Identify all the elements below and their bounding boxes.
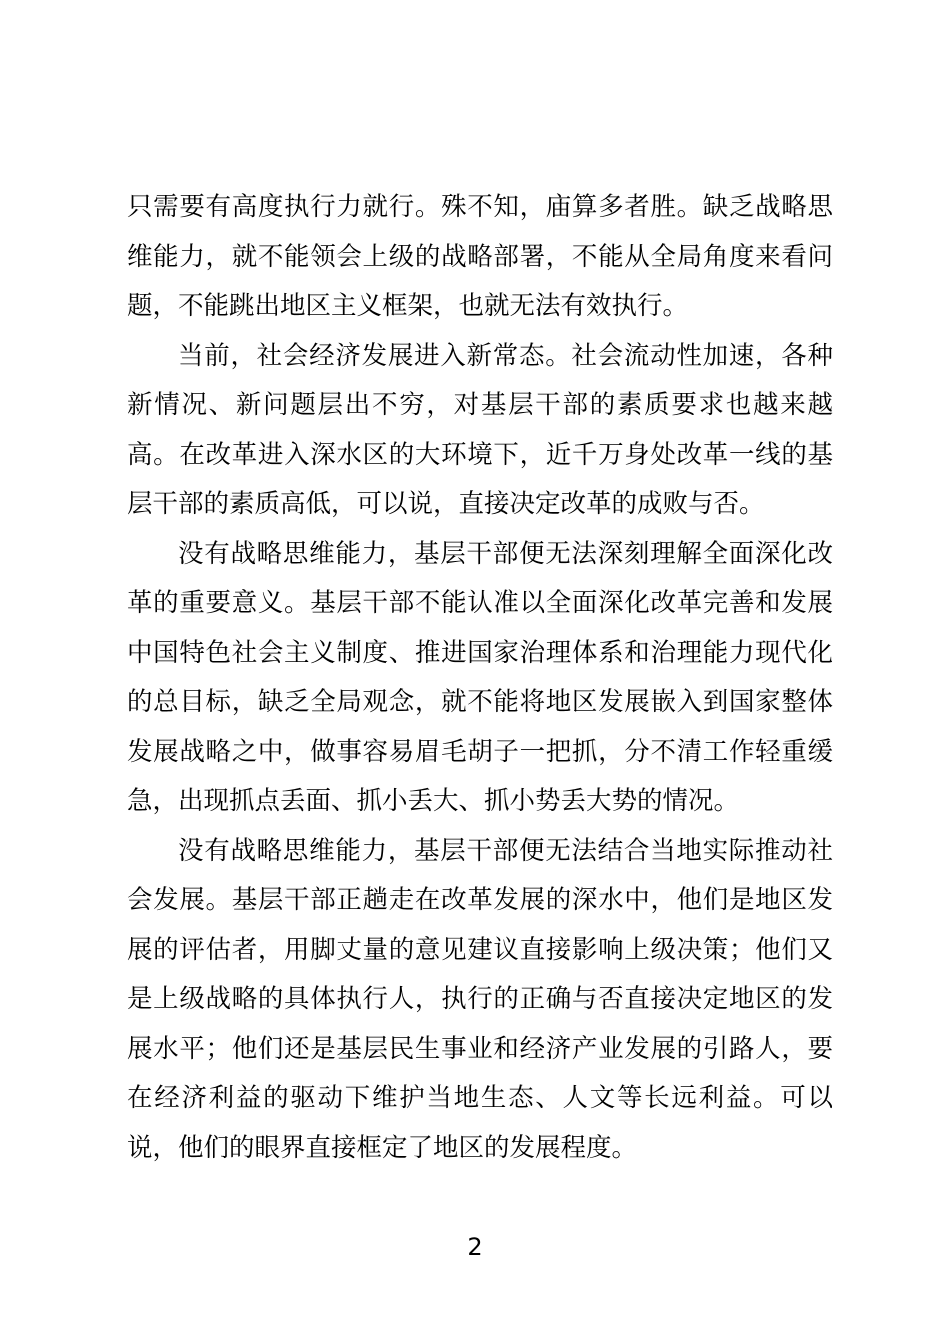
text-line: 没有战略思维能力，基层干部便无法结合当地实际推动社 [178, 835, 833, 866]
text-line: 中国特色社会主义制度、推进国家治理体系和治理能力现代化 [127, 637, 833, 668]
text-line: 说，他们的眼界直接框定了地区的发展程度。 [127, 1132, 638, 1163]
text-line: 当前，社会经济发展进入新常态。社会流动性加速，各种 [178, 340, 833, 371]
text-line: 展的评估者，用脚丈量的意见建议直接影响上级决策；他们又 [127, 934, 833, 965]
text-line: 展水平；他们还是基层民生事业和经济产业发展的引路人，要 [127, 1033, 833, 1064]
paragraph-4 [127, 827, 833, 1174]
text-line: 的总目标，缺乏全局观念，就不能将地区发展嵌入到国家整体 [127, 687, 833, 717]
text-line: 发展战略之中，做事容易眉毛胡子一把抓，分不清工作轻重缓 [127, 736, 833, 767]
body-text [127, 183, 833, 1173]
text-line: 是上级战略的具体执行人，执行的正确与否直接决定地区的发 [127, 984, 833, 1014]
text-line: 只需要有高度执行力就行。殊不知，庙算多者胜。缺乏战略思 [127, 192, 833, 222]
page-number: 2 [467, 1233, 483, 1261]
text-line: 会发展。基层干部正趟走在改革发展的深水中，他们是地区发 [127, 885, 833, 915]
text-line: 维能力，就不能领会上级的战略部署，不能从全局角度来看问 [127, 241, 833, 272]
text-line: 急，出现抓点丢面、抓小丢大、抓小势丢大势的情况。 [127, 786, 740, 816]
text-line: 新情况、新问题层出不穷，对基层干部的素质要求也越来越 [127, 390, 833, 420]
paragraph-2 [127, 332, 833, 530]
text-line: 高。在改革进入深水区的大环境下，近千万身处改革一线的基 [127, 439, 833, 470]
paragraph-3 [127, 530, 833, 827]
text-line: 革的重要意义。基层干部不能认准以全面深化改革完善和发展 [127, 588, 833, 618]
text-line: 在经济利益的驱动下维护当地生态、人文等长远利益。可以 [127, 1083, 833, 1113]
text-line: 没有战略思维能力，基层干部便无法深刻理解全面深化改 [178, 538, 833, 569]
text-line: 题，不能跳出地区主义框架，也就无法有效执行。 [127, 291, 689, 321]
paragraph-1 [127, 183, 833, 332]
text-line: 层干部的素质高低，可以说，直接决定改革的成败与否。 [127, 489, 765, 519]
